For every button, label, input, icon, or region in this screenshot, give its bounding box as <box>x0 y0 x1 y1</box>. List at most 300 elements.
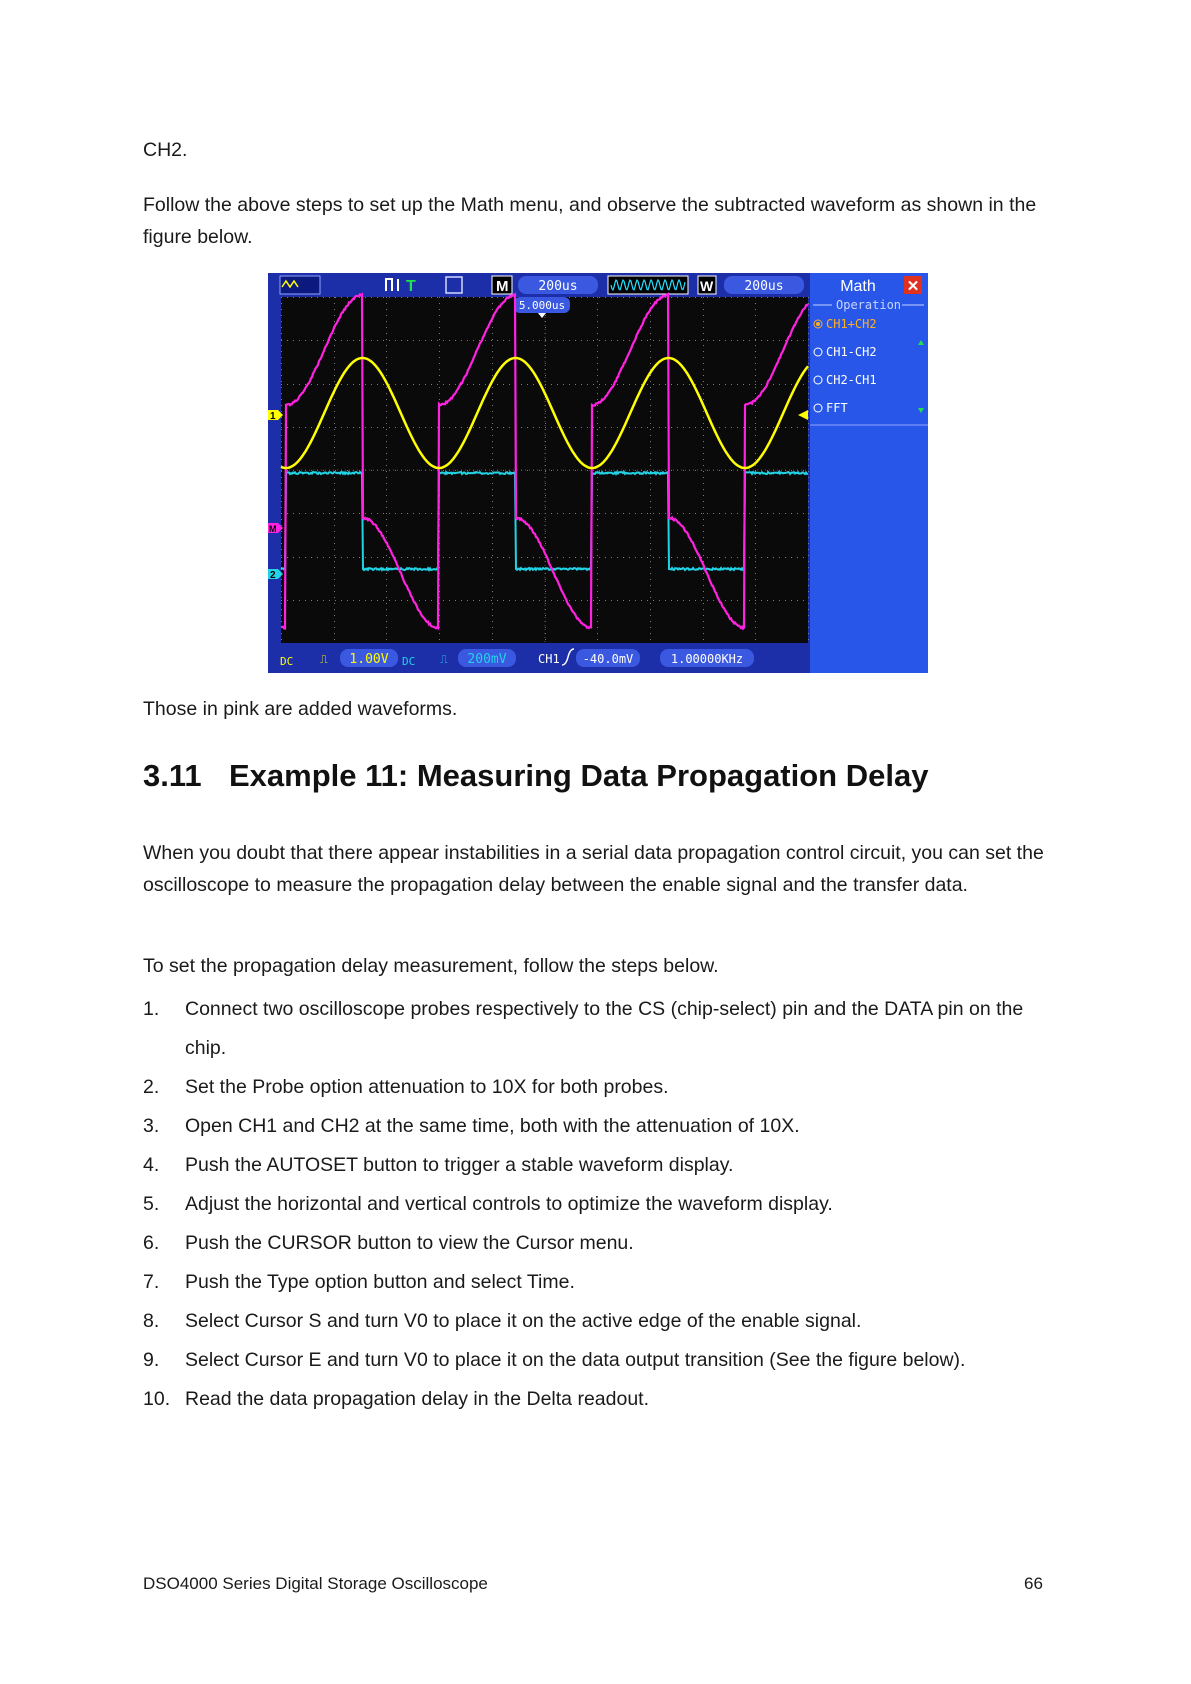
grid-dot <box>287 513 288 514</box>
grid-dot <box>492 489 493 490</box>
grid-dot <box>808 333 809 334</box>
grid-dot <box>650 561 651 562</box>
grid-dot <box>587 384 588 385</box>
grid-dot <box>779 384 780 385</box>
grid-dot <box>773 427 774 428</box>
grid-dot <box>491 513 492 514</box>
grid-dot <box>755 557 756 558</box>
step-number: 5. <box>143 1193 160 1215</box>
grid-dot <box>386 489 387 490</box>
grid-dot <box>299 513 300 514</box>
grid-dot <box>334 333 335 334</box>
grid-dot <box>334 531 335 532</box>
grid-dot <box>377 557 378 558</box>
grid-dot <box>485 384 486 385</box>
grid-dot <box>597 381 598 382</box>
grid-dot <box>386 417 387 418</box>
grid-dot <box>395 600 396 601</box>
grid-dot <box>703 591 704 592</box>
grid-dot <box>533 340 534 341</box>
grid-dot <box>703 639 704 640</box>
grid-dot <box>617 557 618 558</box>
grid-dot <box>287 470 288 471</box>
grid-dot <box>635 470 636 471</box>
grid-dot <box>755 303 756 304</box>
grid-dot <box>563 427 564 428</box>
grid-dot <box>533 384 534 385</box>
grid-dot <box>671 513 672 514</box>
menu-section-label: Operation <box>836 298 902 312</box>
grid-dot <box>635 513 636 514</box>
grid-dot <box>599 513 600 514</box>
grid-dot <box>650 399 651 400</box>
grid-dot <box>334 525 335 526</box>
grid-dot <box>755 384 756 385</box>
grid-dot <box>334 489 335 490</box>
grid-dot <box>599 470 600 471</box>
grid-dot <box>703 621 704 622</box>
grid-dot <box>755 459 756 460</box>
grid-dot <box>641 427 642 428</box>
grid-dot <box>461 297 462 298</box>
grid-dot <box>491 427 492 428</box>
grid-dot <box>597 561 598 562</box>
grid-dot <box>703 633 704 634</box>
grid-dot <box>650 423 651 424</box>
grid-dot <box>492 375 493 376</box>
grid-dot <box>569 340 570 341</box>
grid-dot <box>485 600 486 601</box>
grid-dot <box>386 537 387 538</box>
grid-dot <box>695 427 696 428</box>
grid-dot <box>419 340 420 341</box>
grid-dot <box>377 384 378 385</box>
grid-dot <box>629 557 630 558</box>
grid-dot <box>703 429 704 430</box>
grid-dot <box>703 381 704 382</box>
grid-dot <box>281 459 282 460</box>
grid-dot <box>737 513 738 514</box>
grid-dot <box>386 369 387 370</box>
trigger-offset-value: 5.000us <box>518 299 566 312</box>
grid-dot <box>455 513 456 514</box>
grid-dot <box>597 627 598 628</box>
grid-dot <box>509 340 510 341</box>
grid-dot <box>597 633 598 634</box>
grid-dot <box>597 429 598 430</box>
grid-dot <box>386 363 387 364</box>
grid-dot <box>347 513 348 514</box>
grid-dot <box>703 543 704 544</box>
grid-dot <box>492 309 493 310</box>
grid-dot <box>755 327 756 328</box>
grid-dot <box>492 465 493 466</box>
grid-dot <box>808 555 809 556</box>
grid-dot <box>479 340 480 341</box>
grid-dot <box>473 600 474 601</box>
grid-dot <box>599 600 600 601</box>
grid-dot <box>293 297 294 298</box>
grid-dot <box>305 557 306 558</box>
grid-dot <box>703 615 704 616</box>
grid-dot <box>305 297 306 298</box>
grid-dot <box>689 600 690 601</box>
grid-dot <box>334 435 335 436</box>
grid-dot <box>431 384 432 385</box>
grid-dot <box>443 384 444 385</box>
grid-dot <box>347 427 348 428</box>
grid-dot <box>545 351 546 352</box>
grid-dot <box>371 470 372 471</box>
grid-dot <box>599 557 600 558</box>
grid-dot <box>725 513 726 514</box>
grid-dot <box>334 381 335 382</box>
grid-dot <box>281 327 282 328</box>
grid-dot <box>334 567 335 568</box>
step-text: Push the AUTOSET button to trigger a stable waveform display. <box>185 1154 734 1176</box>
grid-dot <box>695 470 696 471</box>
grid-dot <box>407 384 408 385</box>
grid-dot <box>713 384 714 385</box>
grid-dot <box>492 495 493 496</box>
grid-dot <box>491 557 492 558</box>
grid-dot <box>353 513 354 514</box>
grid-dot <box>755 639 756 640</box>
grid-dot <box>703 357 704 358</box>
grid-dot <box>593 340 594 341</box>
grid-dot <box>386 549 387 550</box>
grid-dot <box>545 600 546 601</box>
grid-dot <box>650 501 651 502</box>
grid-dot <box>755 441 756 442</box>
grid-dot <box>439 303 440 304</box>
grid-dot <box>755 561 756 562</box>
grid-dot <box>707 297 708 298</box>
step-text: Push the Type option button and select Time. <box>185 1271 575 1293</box>
grid-dot <box>371 384 372 385</box>
grid-dot <box>334 495 335 496</box>
trigger-t-icon: T <box>406 278 416 295</box>
grid-dot <box>359 513 360 514</box>
grid-dot <box>701 340 702 341</box>
grid-dot <box>383 340 384 341</box>
grid-dot <box>545 387 546 388</box>
grid-dot <box>492 561 493 562</box>
grid-dot <box>492 615 493 616</box>
grid-dot <box>386 411 387 412</box>
grid-dot <box>743 297 744 298</box>
grid-dot <box>755 447 756 448</box>
grid-dot <box>599 297 600 298</box>
grid-dot <box>641 340 642 341</box>
grid-dot <box>377 600 378 601</box>
grid-dot <box>461 427 462 428</box>
grid-dot <box>371 600 372 601</box>
grid-dot <box>761 340 762 341</box>
grid-dot <box>545 531 546 532</box>
grid-dot <box>341 384 342 385</box>
grid-dot <box>386 585 387 586</box>
grid-dot <box>492 579 493 580</box>
grid-dot <box>334 513 335 514</box>
grid-dot <box>597 621 598 622</box>
grid-dot <box>569 513 570 514</box>
grid-dot <box>334 423 335 424</box>
grid-dot <box>467 384 468 385</box>
grid-dot <box>755 411 756 412</box>
grid-dot <box>611 340 612 341</box>
grid-dot <box>791 513 792 514</box>
grid-dot <box>386 345 387 346</box>
grid-dot <box>425 384 426 385</box>
grid-dot <box>334 477 335 478</box>
grid-dot <box>725 297 726 298</box>
grid-dot <box>439 351 440 352</box>
grid-dot <box>703 525 704 526</box>
grid-dot <box>755 513 756 514</box>
grid-dot <box>597 447 598 448</box>
grid-dot <box>767 513 768 514</box>
grid-dot <box>317 557 318 558</box>
grid-dot <box>695 297 696 298</box>
grid-dot <box>281 315 282 316</box>
grid-dot <box>755 477 756 478</box>
grid-dot <box>281 375 282 376</box>
grid-dot <box>703 333 704 334</box>
grid-dot <box>492 555 493 556</box>
grid-dot <box>281 579 282 580</box>
grid-dot <box>386 321 387 322</box>
grid-dot <box>808 465 809 466</box>
grid-dot <box>341 600 342 601</box>
grid-dot <box>281 600 282 601</box>
grid-dot <box>334 453 335 454</box>
grid-dot <box>597 333 598 334</box>
grid-dot <box>281 351 282 352</box>
grid-dot <box>611 297 612 298</box>
grid-dot <box>503 384 504 385</box>
grid-dot <box>389 340 390 341</box>
grid-dot <box>539 470 540 471</box>
grid-dot <box>497 600 498 601</box>
grid-dot <box>425 297 426 298</box>
grid-dot <box>707 557 708 558</box>
grid-dot <box>492 435 493 436</box>
grid-dot <box>439 345 440 346</box>
figure-caption: Those in pink are added waveforms. <box>143 698 458 720</box>
grid-dot <box>650 381 651 382</box>
grid-dot <box>497 557 498 558</box>
grid-dot <box>449 384 450 385</box>
grid-dot <box>545 340 546 341</box>
grid-dot <box>281 411 282 412</box>
grid-dot <box>773 340 774 341</box>
section-number: 3.11 <box>143 758 202 793</box>
grid-dot <box>341 557 342 558</box>
grid-dot <box>755 417 756 418</box>
grid-dot <box>779 427 780 428</box>
grid-dot <box>545 639 546 640</box>
grid-dot <box>293 557 294 558</box>
grid-dot <box>725 384 726 385</box>
grid-dot <box>443 340 444 341</box>
grid-dot <box>492 519 493 520</box>
grid-dot <box>334 591 335 592</box>
grid-dot <box>479 470 480 471</box>
grid-dot <box>386 399 387 400</box>
grid-dot <box>671 557 672 558</box>
grid-dot <box>545 399 546 400</box>
grid-dot <box>386 315 387 316</box>
grid-dot <box>473 427 474 428</box>
grid-dot <box>647 384 648 385</box>
grid-dot <box>281 387 282 388</box>
grid-dot <box>365 340 366 341</box>
grid-dot <box>683 470 684 471</box>
grid-dot <box>545 483 546 484</box>
grid-dot <box>551 427 552 428</box>
grid-dot <box>299 557 300 558</box>
grid-dot <box>281 369 282 370</box>
grid-dot <box>455 600 456 601</box>
grid-dot <box>569 427 570 428</box>
grid-dot <box>281 489 282 490</box>
grid-dot <box>413 384 414 385</box>
grid-dot <box>386 561 387 562</box>
grid-dot <box>581 600 582 601</box>
grid-dot <box>731 600 732 601</box>
grid-dot <box>467 470 468 471</box>
grid-dot <box>635 384 636 385</box>
grid-dot <box>386 639 387 640</box>
grid-dot <box>703 375 704 376</box>
grid-dot <box>650 351 651 352</box>
grid-dot <box>317 600 318 601</box>
grid-dot <box>629 340 630 341</box>
grid-dot <box>473 384 474 385</box>
grid-dot <box>650 417 651 418</box>
grid-dot <box>597 489 598 490</box>
grid-dot <box>617 427 618 428</box>
step-number: 1. <box>143 998 160 1020</box>
grid-dot <box>545 327 546 328</box>
grid-dot <box>665 557 666 558</box>
grid-dot <box>317 384 318 385</box>
grid-dot <box>647 600 648 601</box>
grid-dot <box>650 411 651 412</box>
grid-dot <box>650 363 651 364</box>
grid-dot <box>808 585 809 586</box>
grid-dot <box>281 531 282 532</box>
grid-dot <box>334 303 335 304</box>
grid-dot <box>407 340 408 341</box>
grid-dot <box>365 513 366 514</box>
grid-dot <box>755 470 756 471</box>
step-item <box>143 1107 1058 1146</box>
grid-dot <box>808 525 809 526</box>
grid-dot <box>299 297 300 298</box>
grid-dot <box>551 557 552 558</box>
grid-dot <box>539 557 540 558</box>
grid-dot <box>386 507 387 508</box>
grid-dot <box>581 340 582 341</box>
grid-dot <box>650 459 651 460</box>
grid-dot <box>545 339 546 340</box>
grid-dot <box>492 357 493 358</box>
grid-dot <box>749 384 750 385</box>
grid-dot <box>650 297 651 298</box>
grid-dot <box>386 477 387 478</box>
grid-dot <box>755 549 756 550</box>
grid-dot <box>703 423 704 424</box>
grid-dot <box>439 363 440 364</box>
grid-dot <box>650 531 651 532</box>
grid-dot <box>395 513 396 514</box>
grid-dot <box>492 327 493 328</box>
grid-dot <box>473 297 474 298</box>
grid-dot <box>497 297 498 298</box>
grid-dot <box>677 297 678 298</box>
grid-dot <box>597 531 598 532</box>
grid-dot <box>703 603 704 604</box>
window-overview <box>608 276 688 294</box>
grid-dot <box>386 327 387 328</box>
grid-dot <box>773 600 774 601</box>
grid-dot <box>383 427 384 428</box>
grid-dot <box>334 363 335 364</box>
grid-dot <box>808 453 809 454</box>
grid-dot <box>803 340 804 341</box>
grid-dot <box>731 557 732 558</box>
grid-dot <box>492 573 493 574</box>
grid-dot <box>389 384 390 385</box>
grid-dot <box>808 297 809 298</box>
grid-dot <box>695 557 696 558</box>
grid-dot <box>755 633 756 634</box>
grid-dot <box>492 441 493 442</box>
grid-dot <box>281 501 282 502</box>
grid-dot <box>281 591 282 592</box>
grid-dot <box>439 297 440 298</box>
grid-dot <box>650 609 651 610</box>
grid-dot <box>334 579 335 580</box>
grid-dot <box>755 369 756 370</box>
grid-dot <box>653 557 654 558</box>
grid-dot <box>329 600 330 601</box>
grid-dot <box>703 501 704 502</box>
grid-dot <box>647 470 648 471</box>
grid-dot <box>623 600 624 601</box>
grid-dot <box>386 387 387 388</box>
grid-dot <box>597 459 598 460</box>
grid-dot <box>587 513 588 514</box>
grid-dot <box>386 447 387 448</box>
grid-dot <box>650 393 651 394</box>
grid-dot <box>293 427 294 428</box>
footer-document-title: DSO4000 Series Digital Storage Oscilloscope <box>143 1574 488 1593</box>
grid-dot <box>334 609 335 610</box>
grid-dot <box>311 427 312 428</box>
grid-dot <box>755 501 756 502</box>
grid-dot <box>377 427 378 428</box>
grid-dot <box>503 340 504 341</box>
grid-dot <box>281 345 282 346</box>
save-disk-icon <box>446 277 462 293</box>
grid-dot <box>755 393 756 394</box>
grid-dot <box>334 399 335 400</box>
grid-dot <box>779 340 780 341</box>
grid-dot <box>563 340 564 341</box>
